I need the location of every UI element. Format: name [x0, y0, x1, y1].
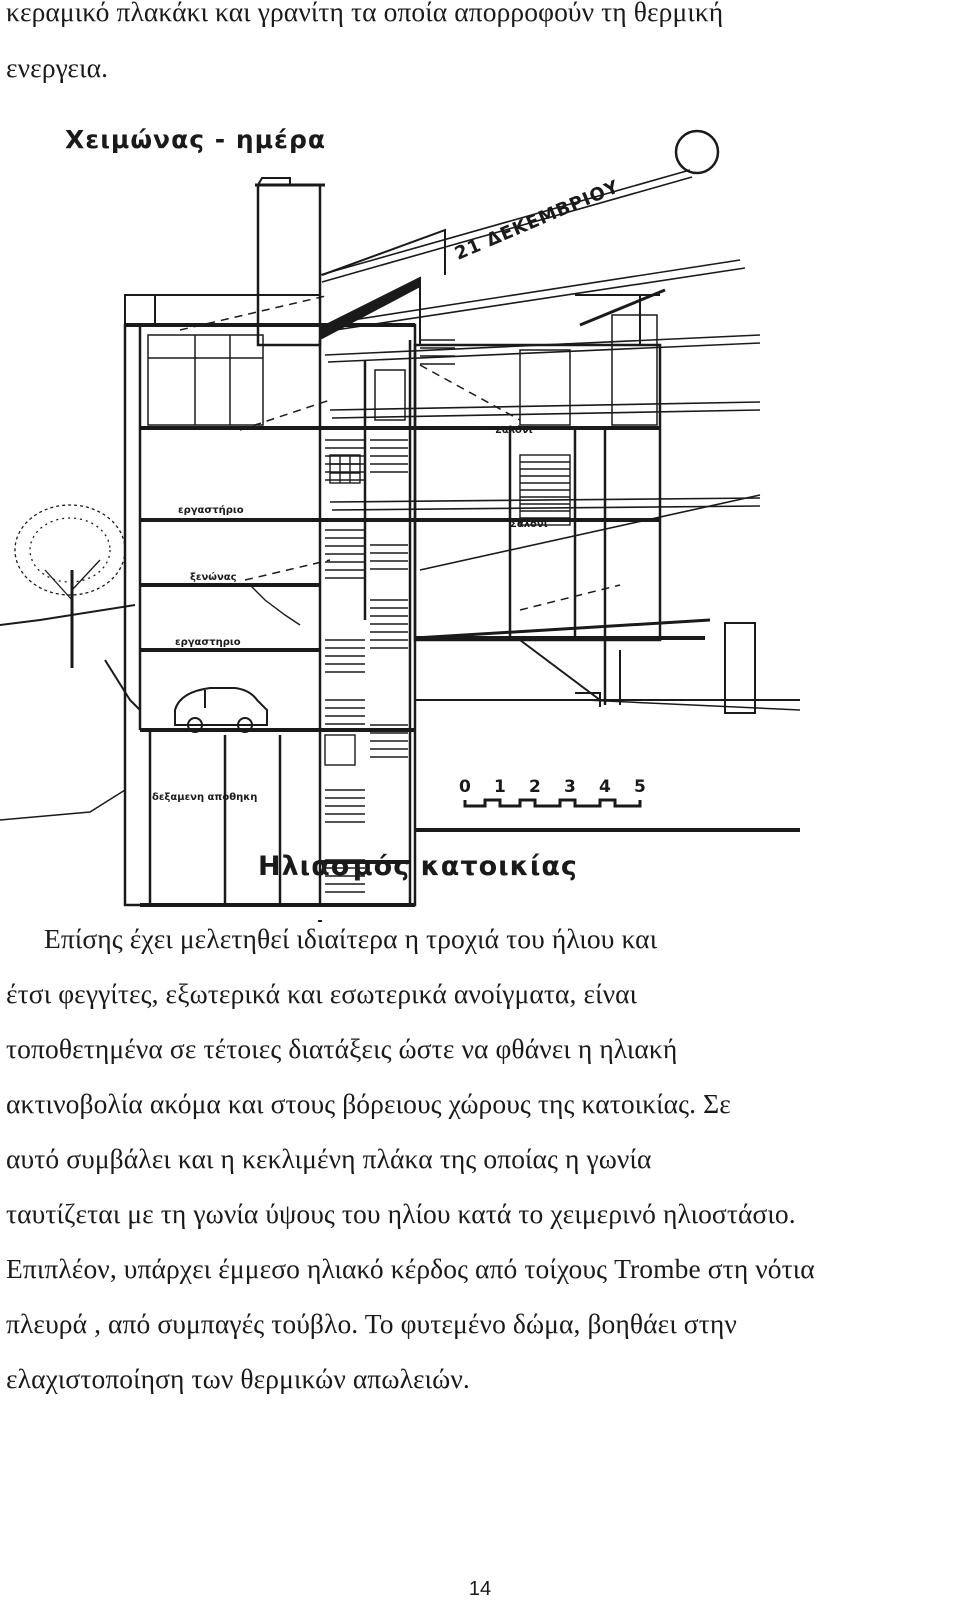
body-line-1: Επίσης έχει μελετηθεί ιδιαίτερα η τροχιά του ήλιου και: [44, 923, 658, 954]
page-number: 14: [468, 1578, 492, 1600]
sun-icon: [676, 131, 718, 173]
scale-label-5: 5: [634, 777, 646, 797]
text-line-top-1: κεραμικό πλακάκι και γρανίτη τα οποία απορροφούν τη θερμική: [6, 0, 724, 27]
figure-title: Χειμώνας - ημέρα: [65, 125, 327, 154]
scale-label-2: 2: [529, 777, 541, 797]
room-label-salon-mid: Σαλόνι: [510, 519, 548, 530]
room-label-basement: δεξαμενη αποθηκη: [152, 792, 258, 803]
car-icon: [175, 688, 267, 732]
body-line-7: Επιπλέον, υπάρχει έμμεσο ηλιακό κέρδος από τοίχους Trombe στη νότια: [6, 1253, 815, 1284]
body-line-2: έτσι φεγγίτες, εξωτερικά και εσωτερικά ανοίγματα, είναι: [6, 978, 638, 1009]
body-line-4: ακτινοβολία ακόμα και στους βόρειους χώρους της κατοικίας. Σε: [6, 1088, 731, 1119]
body-line-8: πλευρά , από συμπαγές τούβλο. Το φυτεμένο δώμα, βοηθάει στην: [6, 1308, 737, 1339]
scale-label-0: 0: [459, 777, 471, 797]
house-section-figure: [0, 100, 960, 930]
body-line-5: αυτό συμβάλει και η κεκλιμένη πλάκα της οποίας η γωνία: [6, 1143, 652, 1174]
body-line-3: τοποθετημένα σε τέτοιες διατάξεις ώστε να φθάνει η ηλιακή: [6, 1033, 678, 1064]
tree-icon: [15, 505, 125, 668]
scale-bar: [465, 800, 640, 806]
room-label-workshop-2: εργαστηριο: [175, 637, 241, 648]
scale-labels: [459, 777, 646, 797]
scale-label-3: 3: [564, 777, 576, 797]
room-label-workshop-1: εργαστήριο: [178, 505, 244, 516]
room-label-guest: ξενώνας: [190, 572, 237, 583]
body-line-9: ελαχιστοποίηση των θερμικών απωλειών.: [6, 1363, 470, 1394]
scale-label-1: 1: [494, 777, 506, 797]
room-label-salon-top: Σαλόνι: [495, 425, 533, 436]
figure-caption: Ηλιασμός κατοικίας: [258, 851, 578, 882]
body-line-6: ταυτίζεται με τη γωνία ύψους του ηλίου κατά το χειμερινό ηλιοστάσιο.: [6, 1198, 796, 1229]
text-line-top-2: ενεργεια.: [6, 52, 109, 83]
sun-date-label: 21 ΔΕΚΕΜΒΡΙΟΥ: [451, 176, 623, 265]
scale-label-4: 4: [599, 777, 611, 797]
